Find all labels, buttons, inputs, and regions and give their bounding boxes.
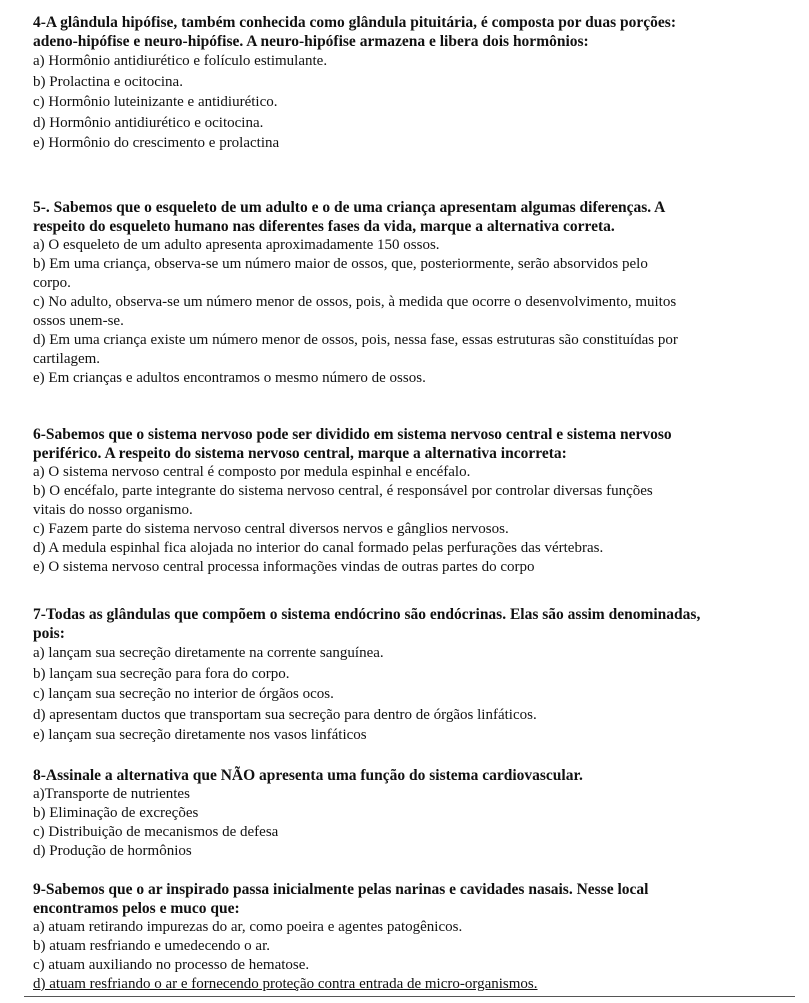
question-4-stem-line-1: 4-A glândula hipófise, também conhecida como glândula pituitária, é composta por duas porções: (33, 14, 677, 31)
question-9-stem-line-1: 9-Sabemos que o ar inspirado passa inicialmente pelas narinas e cavidades nasais. Nesse local (33, 881, 649, 898)
question-8-stem-line-1: 8-Assinale a alternativa que NÃO apresenta uma função do sistema cardiovascular. (33, 767, 583, 784)
question-8-option-b: b) Eliminação de excreções (33, 805, 199, 821)
question-9-option-c: c) atuam auxiliando no processo de hematose. (33, 957, 310, 973)
question-8-option-a: a)Transporte de nutrientes (33, 786, 190, 802)
question-6-option-c: c) Fazem parte do sistema nervoso central diversos nervos e gânglios nervosos. (33, 521, 509, 537)
question-9-option-a: a) atuam retirando impurezas do ar, como poeira e agentes patogênicos. (33, 919, 463, 935)
question-5-option-b: b) Em uma criança, observa-se um número maior de ossos, que, posteriormente, serão absorvidos pelo (33, 256, 648, 272)
question-4-option-d: d) Hormônio antidiurético e ocitocina. (33, 114, 264, 131)
question-7-option-b: b) lançam sua secreção para fora do corpo. (33, 665, 290, 682)
question-7-option-c: c) lançam sua secreção no interior de órgãos ocos. (33, 686, 334, 702)
question-5-option-e: e) Em crianças e adultos encontramos o mesmo número de ossos. (33, 370, 426, 386)
question-7-option-d: d) apresentam ductos que transportam sua secreção para dentro de órgãos linfáticos. (33, 706, 537, 723)
question-7 (33, 605, 793, 746)
question-5-option-a: a) O esqueleto de um adulto apresenta aproximadamente 150 ossos. (33, 237, 440, 253)
question-9 (33, 880, 793, 994)
question-6-option-b: b) O encéfalo, parte integrante do sistema nervoso central, é responsável por controlar diversas funções (33, 483, 653, 499)
question-5 (33, 198, 793, 388)
question-9-stem-line-2: encontramos pelos e muco que: (33, 900, 240, 917)
bottom-divider (24, 996, 795, 997)
question-9-option-b: b) atuam resfriando e umedecendo o ar. (33, 938, 270, 954)
question-4-option-c: c) Hormônio luteinizante e antidiurético. (33, 94, 278, 110)
question-6-option-e: e) O sistema nervoso central processa informações vindas de outras partes do corpo (33, 559, 535, 575)
question-5-option-c-cont: ossos unem-se. (33, 313, 124, 329)
question-4-option-e: e) Hormônio do crescimento e prolactina (33, 135, 280, 151)
question-7-stem-line-1: 7-Todas as glândulas que compõem o sistema endócrino são endócrinas. Elas são assim denominadas, (33, 606, 701, 623)
question-6-stem-line-2: periférico. A respeito do sistema nervoso central, marque a alternativa incorreta: (33, 445, 567, 462)
question-6-stem-line-1: 6-Sabemos que o sistema nervoso pode ser dividido em sistema nervoso central e sistema nervoso (33, 426, 672, 443)
question-5-option-b-cont: corpo. (33, 275, 71, 291)
question-5-stem-line-1: 5-. Sabemos que o esqueleto de um adulto e o de uma criança apresentam algumas diferenças. A (33, 199, 666, 216)
question-4-option-b: b) Prolactina e ocitocina. (33, 73, 183, 90)
question-6-option-b-cont: vitais do nosso organismo. (33, 502, 193, 518)
question-5-option-d: d) Em uma criança existe um número menor de ossos, pois, nessa fase, essas estruturas são constituídas por (33, 332, 678, 348)
question-5-stem-line-2: respeito do esqueleto humano nas diferentes fases da vida, marque a alternativa correta. (33, 218, 615, 235)
question-7-option-e: e) lançam sua secreção diretamente nos vasos linfáticos (33, 727, 367, 743)
question-6-option-d: d) A medula espinhal fica alojada no interior do canal formado pelas perfurações das vértebras. (33, 540, 604, 556)
question-8 (33, 766, 793, 861)
question-9-option-d: d) atuam resfriando o ar e fornecendo proteção contra entrada de micro-organismos. (33, 976, 538, 992)
question-7-stem-line-2: pois: (33, 625, 65, 642)
question-6-option-a: a) O sistema nervoso central é composto por medula espinhal e encéfalo. (33, 464, 471, 480)
question-6 (33, 425, 793, 577)
question-8-option-c: c) Distribuição de mecanismos de defesa (33, 824, 279, 840)
question-8-option-d: d) Produção de hormônios (33, 843, 192, 859)
question-7-option-a: a) lançam sua secreção diretamente na corrente sanguínea. (33, 645, 384, 661)
question-4-option-a: a) Hormônio antidiurético e folículo estimulante. (33, 53, 328, 69)
question-4-stem-line-2: adeno-hipófise e neuro-hipófise. A neuro-hipófise armazena e libera dois hormônios: (33, 33, 589, 50)
question-5-option-d-cont: cartilagem. (33, 351, 101, 367)
question-5-option-c: c) No adulto, observa-se um número menor de ossos, pois, à medida que ocorre o desenvolvimento, muitos (33, 294, 677, 310)
question-4 (33, 13, 793, 154)
